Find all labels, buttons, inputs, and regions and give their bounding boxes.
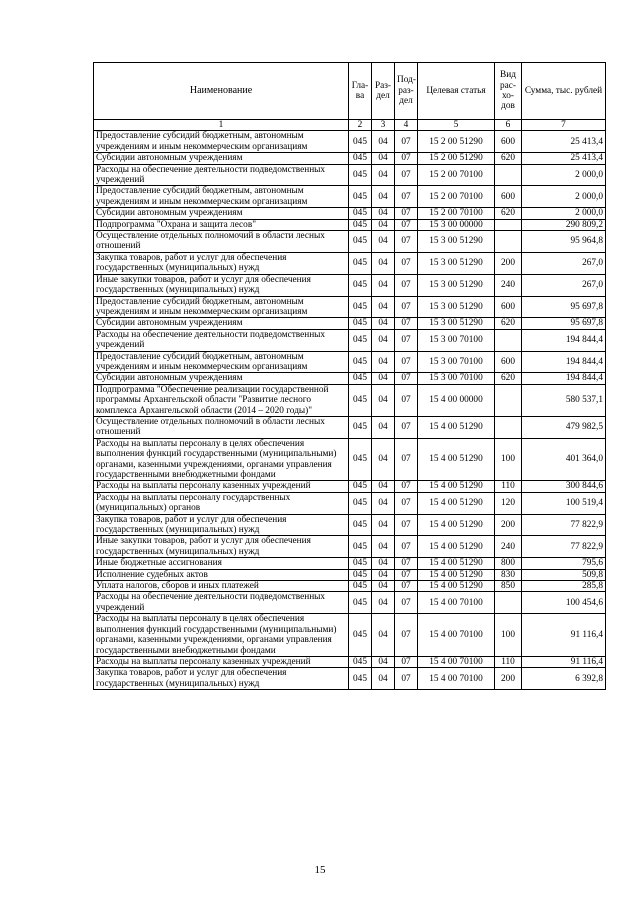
row-sum: 100 454,6 — [522, 592, 606, 614]
column-number: 4 — [395, 120, 418, 131]
row-vid: 200 — [495, 668, 522, 690]
row-name: Подпрограмма "Охрана и защита лесов" — [94, 219, 349, 230]
row-target: 15 3 00 70100 — [418, 373, 495, 384]
row-glava: 045 — [349, 668, 372, 690]
header-sum: Сумма, тыс. рублей — [522, 63, 606, 120]
row-target: 15 4 00 51290 — [418, 569, 495, 580]
row-sum: 6 392,8 — [522, 668, 606, 690]
row-razdel: 04 — [372, 373, 395, 384]
row-vid: 830 — [495, 569, 522, 580]
row-glava: 045 — [349, 296, 372, 318]
row-target: 15 4 00 51290 — [418, 438, 495, 481]
row-name: Расходы на выплаты персоналу государственных (муниципальных) органов — [94, 492, 349, 514]
table-row — [94, 186, 606, 208]
row-target: 15 4 00 51290 — [418, 481, 495, 492]
row-sum: 95 697,8 — [522, 296, 606, 318]
row-target: 15 4 00 51290 — [418, 514, 495, 536]
row-sum: 267,0 — [522, 252, 606, 274]
row-target: 15 4 00 51290 — [418, 492, 495, 514]
row-sum: 25 413,4 — [522, 153, 606, 164]
row-name: Субсидии автономным учреждениям — [94, 373, 349, 384]
row-razdel: 04 — [372, 329, 395, 351]
row-vid — [495, 592, 522, 614]
row-podrazdel: 07 — [395, 558, 418, 569]
row-glava: 045 — [349, 164, 372, 186]
row-podrazdel: 07 — [395, 514, 418, 536]
row-target: 15 3 00 51290 — [418, 231, 495, 253]
column-number: 2 — [349, 120, 372, 131]
table-body — [94, 131, 606, 690]
row-name: Осуществление отдельных полномочий в области лесных отношений — [94, 416, 349, 438]
header-razdel: Раз-дел — [372, 63, 395, 120]
row-target: 15 2 00 70100 — [418, 208, 495, 219]
row-vid — [495, 416, 522, 438]
row-target: 15 4 00 51290 — [418, 416, 495, 438]
table-row — [94, 668, 606, 690]
row-glava: 045 — [349, 208, 372, 219]
row-razdel: 04 — [372, 219, 395, 230]
row-sum: 100 519,4 — [522, 492, 606, 514]
page-number: 15 — [314, 864, 326, 876]
row-razdel: 04 — [372, 592, 395, 614]
column-number: 7 — [522, 120, 606, 131]
row-name: Расходы на выплаты персоналу в целях обеспечения выполнения функций государственными (муниципальными) органами, казенными учреждениями, органами управления государственными внебюджетными фондами — [94, 614, 349, 657]
row-glava: 045 — [349, 481, 372, 492]
row-razdel: 04 — [372, 569, 395, 580]
table-row — [94, 373, 606, 384]
row-name: Закупка товаров, работ и услуг для обеспечения государственных (муниципальных) нужд — [94, 514, 349, 536]
row-podrazdel: 07 — [395, 231, 418, 253]
table-row — [94, 514, 606, 536]
row-razdel: 04 — [372, 656, 395, 667]
row-name: Иные закупки товаров, работ и услуг для обеспечения государственных (муниципальных) нужд — [94, 274, 349, 296]
row-name: Предоставление субсидий бюджетным, автономным учреждениям и иным некоммерческим организациям — [94, 131, 349, 153]
table-row — [94, 351, 606, 373]
row-podrazdel: 07 — [395, 153, 418, 164]
row-vid — [495, 164, 522, 186]
row-name: Уплата налогов, сборов и иных платежей — [94, 581, 349, 592]
header-name: Наименование — [94, 63, 349, 120]
row-glava: 045 — [349, 656, 372, 667]
row-vid: 600 — [495, 186, 522, 208]
table-row — [94, 438, 606, 481]
row-vid: 600 — [495, 131, 522, 153]
table-row — [94, 569, 606, 580]
header-glava: Гла-ва — [349, 63, 372, 120]
table-row — [94, 592, 606, 614]
column-number: 5 — [418, 120, 495, 131]
row-glava: 045 — [349, 131, 372, 153]
row-sum: 290 809,2 — [522, 219, 606, 230]
row-podrazdel: 07 — [395, 668, 418, 690]
row-target: 15 3 00 51290 — [418, 274, 495, 296]
row-razdel: 04 — [372, 416, 395, 438]
row-razdel: 04 — [372, 252, 395, 274]
row-name: Субсидии автономным учреждениям — [94, 208, 349, 219]
row-target: 15 4 00 51290 — [418, 581, 495, 592]
row-glava: 045 — [349, 592, 372, 614]
row-vid: 110 — [495, 656, 522, 667]
row-razdel: 04 — [372, 274, 395, 296]
row-glava: 045 — [349, 492, 372, 514]
row-vid: 620 — [495, 318, 522, 329]
row-sum: 795,6 — [522, 558, 606, 569]
table-row — [94, 558, 606, 569]
row-razdel: 04 — [372, 492, 395, 514]
row-podrazdel: 07 — [395, 252, 418, 274]
row-target: 15 4 00 70100 — [418, 668, 495, 690]
row-glava: 045 — [349, 536, 372, 558]
row-sum: 194 844,4 — [522, 373, 606, 384]
row-vid: 240 — [495, 274, 522, 296]
row-vid — [495, 219, 522, 230]
row-podrazdel: 07 — [395, 351, 418, 373]
row-podrazdel: 07 — [395, 569, 418, 580]
row-podrazdel: 07 — [395, 481, 418, 492]
column-number: 3 — [372, 120, 395, 131]
row-target: 15 3 00 51290 — [418, 318, 495, 329]
row-glava: 045 — [349, 581, 372, 592]
row-sum: 194 844,4 — [522, 329, 606, 351]
row-glava: 045 — [349, 274, 372, 296]
table-row — [94, 416, 606, 438]
header-row — [94, 63, 606, 120]
header-vid: Вид рас-хо-дов — [495, 63, 522, 120]
row-glava: 045 — [349, 569, 372, 580]
row-podrazdel: 07 — [395, 492, 418, 514]
row-glava: 045 — [349, 231, 372, 253]
row-podrazdel: 07 — [395, 592, 418, 614]
row-podrazdel: 07 — [395, 373, 418, 384]
row-razdel: 04 — [372, 296, 395, 318]
row-razdel: 04 — [372, 438, 395, 481]
column-number: 6 — [495, 120, 522, 131]
row-glava: 045 — [349, 438, 372, 481]
row-podrazdel: 07 — [395, 536, 418, 558]
table-row — [94, 492, 606, 514]
table-row — [94, 219, 606, 230]
row-podrazdel: 07 — [395, 416, 418, 438]
row-name: Иные закупки товаров, работ и услуг для обеспечения государственных (муниципальных) нужд — [94, 536, 349, 558]
row-sum: 285,8 — [522, 581, 606, 592]
table-row — [94, 318, 606, 329]
row-sum: 77 822,9 — [522, 514, 606, 536]
row-name: Исполнение судебных актов — [94, 569, 349, 580]
row-vid: 850 — [495, 581, 522, 592]
row-razdel: 04 — [372, 384, 395, 416]
row-razdel: 04 — [372, 186, 395, 208]
row-vid: 620 — [495, 208, 522, 219]
row-target: 15 2 00 70100 — [418, 186, 495, 208]
row-podrazdel: 07 — [395, 581, 418, 592]
row-name: Расходы на обеспечение деятельности подведомственных учреждений — [94, 592, 349, 614]
row-razdel: 04 — [372, 351, 395, 373]
row-target: 15 3 00 70100 — [418, 329, 495, 351]
row-sum: 2 000,0 — [522, 186, 606, 208]
table-row — [94, 384, 606, 416]
column-number: 1 — [94, 120, 349, 131]
row-sum: 25 413,4 — [522, 131, 606, 153]
row-name: Закупка товаров, работ и услуг для обеспечения государственных (муниципальных) нужд — [94, 252, 349, 274]
row-sum: 2 000,0 — [522, 208, 606, 219]
header-target: Целевая статья — [418, 63, 495, 120]
row-razdel: 04 — [372, 131, 395, 153]
row-target: 15 4 00 00000 — [418, 384, 495, 416]
row-vid: 620 — [495, 373, 522, 384]
table-row — [94, 481, 606, 492]
table-row — [94, 656, 606, 667]
table-row — [94, 231, 606, 253]
table-row — [94, 614, 606, 657]
row-name: Субсидии автономным учреждениям — [94, 153, 349, 164]
row-sum: 91 116,4 — [522, 614, 606, 657]
row-razdel: 04 — [372, 558, 395, 569]
row-vid: 100 — [495, 438, 522, 481]
table-row — [94, 274, 606, 296]
row-vid: 100 — [495, 614, 522, 657]
row-podrazdel: 07 — [395, 318, 418, 329]
row-razdel: 04 — [372, 164, 395, 186]
row-sum: 91 116,4 — [522, 656, 606, 667]
row-glava: 045 — [349, 384, 372, 416]
row-glava: 045 — [349, 351, 372, 373]
row-vid: 240 — [495, 536, 522, 558]
row-name: Предоставление субсидий бюджетным, автономным учреждениям и иным некоммерческим организациям — [94, 186, 349, 208]
row-target: 15 2 00 70100 — [418, 164, 495, 186]
row-name: Закупка товаров, работ и услуг для обеспечения государственных (муниципальных) нужд — [94, 668, 349, 690]
row-glava: 045 — [349, 614, 372, 657]
row-sum: 95 697,8 — [522, 318, 606, 329]
row-sum: 509,8 — [522, 569, 606, 580]
row-name: Иные бюджетные ассигнования — [94, 558, 349, 569]
row-glava: 045 — [349, 186, 372, 208]
row-target: 15 3 00 51290 — [418, 252, 495, 274]
row-name: Предоставление субсидий бюджетным, автономным учреждениям и иным некоммерческим организациям — [94, 351, 349, 373]
row-podrazdel: 07 — [395, 208, 418, 219]
row-razdel: 04 — [372, 481, 395, 492]
row-podrazdel: 07 — [395, 329, 418, 351]
row-target: 15 2 00 51290 — [418, 131, 495, 153]
table-row — [94, 208, 606, 219]
table-row — [94, 536, 606, 558]
row-vid: 620 — [495, 153, 522, 164]
row-name: Предоставление субсидий бюджетным, автономным учреждениям и иным некоммерческим организациям — [94, 296, 349, 318]
row-target: 15 2 00 51290 — [418, 153, 495, 164]
row-target: 15 4 00 51290 — [418, 536, 495, 558]
row-target: 15 4 00 70100 — [418, 656, 495, 667]
row-razdel: 04 — [372, 581, 395, 592]
row-name: Расходы на обеспечение деятельности подведомственных учреждений — [94, 329, 349, 351]
row-podrazdel: 07 — [395, 274, 418, 296]
row-vid: 800 — [495, 558, 522, 569]
row-glava: 045 — [349, 252, 372, 274]
row-sum: 479 982,5 — [522, 416, 606, 438]
row-sum: 77 822,9 — [522, 536, 606, 558]
row-target: 15 4 00 70100 — [418, 592, 495, 614]
row-razdel: 04 — [372, 536, 395, 558]
row-target: 15 3 00 70100 — [418, 351, 495, 373]
table-row — [94, 329, 606, 351]
row-name: Субсидии автономным учреждениям — [94, 318, 349, 329]
row-sum: 2 000,0 — [522, 164, 606, 186]
row-name: Подпрограмма "Обеспечение реализации государственной программы Архангельской области "Развитие лесного комплекса Архангельской области (2014 – 2020 годы)" — [94, 384, 349, 416]
row-podrazdel: 07 — [395, 438, 418, 481]
row-razdel: 04 — [372, 614, 395, 657]
table-row — [94, 252, 606, 274]
row-razdel: 04 — [372, 153, 395, 164]
row-podrazdel: 07 — [395, 656, 418, 667]
row-podrazdel: 07 — [395, 219, 418, 230]
row-sum: 95 964,8 — [522, 231, 606, 253]
row-glava: 045 — [349, 153, 372, 164]
row-razdel: 04 — [372, 231, 395, 253]
row-name: Осуществление отдельных полномочий в области лесных отношений — [94, 231, 349, 253]
row-name: Расходы на выплаты персоналу в целях обеспечения выполнения функций государственными (муниципальными) органами, казенными учреждениями, органами управления государственными внебюджетными фондами — [94, 438, 349, 481]
row-target: 15 3 00 00000 — [418, 219, 495, 230]
row-vid — [495, 329, 522, 351]
row-glava: 045 — [349, 514, 372, 536]
row-razdel: 04 — [372, 318, 395, 329]
row-glava: 045 — [349, 373, 372, 384]
row-vid — [495, 384, 522, 416]
row-vid: 600 — [495, 351, 522, 373]
column-number-row — [94, 120, 606, 131]
row-vid: 200 — [495, 252, 522, 274]
row-target: 15 4 00 51290 — [418, 558, 495, 569]
row-razdel: 04 — [372, 668, 395, 690]
table-row — [94, 153, 606, 164]
row-name: Расходы на выплаты персоналу казенных учреждений — [94, 481, 349, 492]
row-sum: 300 844,6 — [522, 481, 606, 492]
row-vid — [495, 231, 522, 253]
row-sum: 194 844,4 — [522, 351, 606, 373]
row-target: 15 4 00 70100 — [418, 614, 495, 657]
row-vid: 200 — [495, 514, 522, 536]
row-vid: 600 — [495, 296, 522, 318]
table-row — [94, 164, 606, 186]
table-row — [94, 296, 606, 318]
row-podrazdel: 07 — [395, 384, 418, 416]
table-row — [94, 581, 606, 592]
row-glava: 045 — [349, 318, 372, 329]
row-razdel: 04 — [372, 208, 395, 219]
row-glava: 045 — [349, 558, 372, 569]
row-glava: 045 — [349, 416, 372, 438]
row-name: Расходы на обеспечение деятельности подведомственных учреждений — [94, 164, 349, 186]
row-vid: 110 — [495, 481, 522, 492]
budget-table — [93, 62, 606, 690]
row-razdel: 04 — [372, 514, 395, 536]
row-vid: 120 — [495, 492, 522, 514]
row-podrazdel: 07 — [395, 614, 418, 657]
row-podrazdel: 07 — [395, 186, 418, 208]
row-sum: 267,0 — [522, 274, 606, 296]
row-podrazdel: 07 — [395, 296, 418, 318]
row-sum: 401 364,0 — [522, 438, 606, 481]
row-name: Расходы на выплаты персоналу казенных учреждений — [94, 656, 349, 667]
row-sum: 580 537,1 — [522, 384, 606, 416]
row-glava: 045 — [349, 329, 372, 351]
header-podrazdel: Под-раз-дел — [395, 63, 418, 120]
row-target: 15 3 00 51290 — [418, 296, 495, 318]
row-glava: 045 — [349, 219, 372, 230]
row-podrazdel: 07 — [395, 164, 418, 186]
table-row — [94, 131, 606, 153]
row-podrazdel: 07 — [395, 131, 418, 153]
